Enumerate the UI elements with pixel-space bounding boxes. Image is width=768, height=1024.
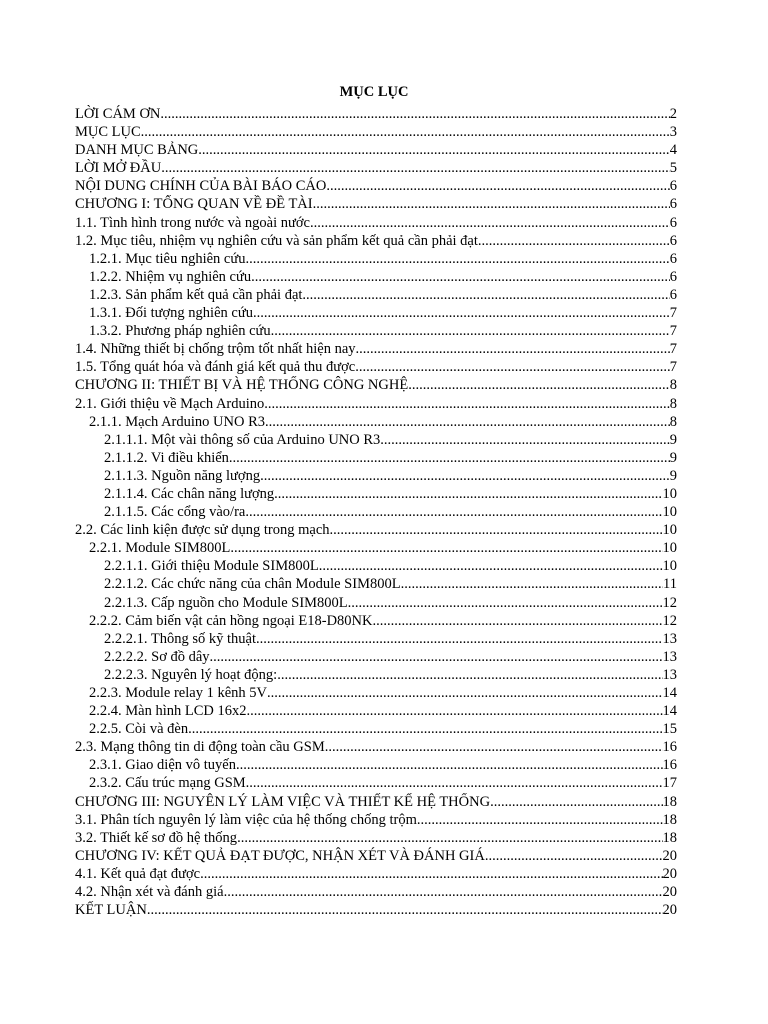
toc-entry-text: 1.3.2. Phương pháp nghiên cứu [89, 323, 271, 340]
toc-dot-leader [330, 521, 663, 539]
toc-entry-text: 4.1. Kết quả đạt được [75, 865, 201, 882]
toc-entry[interactable] [75, 829, 677, 847]
toc-page-number: 9 [669, 467, 677, 484]
toc-title: MỤC LỤC [339, 84, 409, 100]
toc-entry-text: CHƯƠNG IV: KẾT QUẢ ĐẠT ĐƯỢC, NHẬN XÉT VÀ ĐÁNH GIÁ [75, 847, 485, 864]
toc-entry-text: 1.5. Tổng quát hóa và đánh giá kết quả thu được [75, 359, 356, 376]
toc-dot-leader [200, 865, 662, 883]
toc-entry-text: 2.2.1.3. Cấp nguồn cho Module SIM800L [104, 594, 348, 611]
toc-dot-leader [253, 304, 670, 322]
toc-page-number: 12 [662, 612, 677, 629]
toc-dot-leader [265, 413, 670, 431]
toc-page-number: 3 [669, 124, 677, 141]
toc-entry[interactable] [75, 304, 677, 322]
toc-dot-leader [236, 756, 663, 774]
toc-entry[interactable] [75, 485, 677, 503]
toc-dot-leader [260, 467, 670, 485]
toc-entry[interactable] [75, 738, 677, 756]
toc-page-number: 6 [669, 286, 677, 303]
toc-entry[interactable] [75, 358, 677, 376]
toc-page-number: 5 [669, 160, 677, 177]
toc-entry-text: KẾT LUẬN [75, 902, 147, 919]
toc-entry-text: CHƯƠNG II: THIẾT BỊ VÀ HỆ THỐNG CÔNG NGHỆ [75, 377, 409, 394]
toc-entry[interactable] [75, 105, 677, 123]
toc-page-number: 8 [669, 413, 677, 430]
toc-dot-leader [256, 630, 663, 648]
toc-entry-text: 1.2.3. Sản phẩm kết quả cần phải đạt [89, 286, 303, 303]
toc-entry-text: 2.3.2. Cấu trúc mạng GSM [89, 775, 246, 792]
toc-entry[interactable] [75, 159, 677, 177]
toc-dot-leader [408, 376, 670, 394]
toc-entry-text: 2.2.5. Còi và đèn [89, 721, 189, 738]
toc-entry-text: 2.1. Giới thiệu về Mạch Arduino [75, 395, 265, 412]
toc-entry-text: 1.2.2. Nhiệm vụ nghiên cứu [89, 268, 252, 285]
toc-entry-text: 2.2.4. Màn hình LCD 16x2 [89, 703, 247, 720]
toc-entry[interactable] [75, 720, 677, 738]
toc-page-number: 13 [662, 630, 677, 647]
toc-entry[interactable] [75, 431, 677, 449]
toc-entry[interactable] [75, 503, 677, 521]
toc-page-number: 11 [663, 576, 677, 593]
toc-entry-text: 2.2.1.1. Giới thiệu Module SIM800L [104, 558, 319, 575]
toc-dot-leader [245, 503, 662, 521]
toc-entry[interactable] [75, 811, 677, 829]
toc-entry[interactable] [75, 684, 677, 702]
toc-page-number: 14 [662, 703, 677, 720]
toc-entry-text: 2.1.1.4. Các chân năng lượng [104, 485, 275, 502]
toc-entry-text: MỤC LỤC [75, 124, 141, 141]
toc-entry[interactable] [75, 901, 677, 919]
toc-entry[interactable] [75, 268, 677, 286]
toc-dot-leader [490, 793, 662, 811]
toc-entry[interactable] [75, 195, 677, 213]
toc-page-number: 7 [669, 359, 677, 376]
toc-dot-leader [246, 702, 662, 720]
toc-entry-text: 1.3.1. Đối tượng nghiên cứu [89, 305, 253, 322]
toc-page-number: 10 [662, 522, 677, 539]
toc-entry[interactable] [75, 865, 677, 883]
toc-dot-leader [326, 177, 669, 195]
toc-page-number: 7 [669, 323, 677, 340]
toc-dot-leader [188, 720, 662, 738]
toc-entry[interactable] [75, 141, 677, 159]
toc-page-number: 6 [669, 232, 677, 249]
toc-dot-leader [355, 358, 670, 376]
toc-dot-leader [373, 612, 663, 630]
toc-dot-leader [401, 575, 663, 593]
toc-dot-leader [271, 322, 670, 340]
toc-page-number: 16 [662, 739, 677, 756]
toc-dot-leader [302, 286, 669, 304]
toc-page-number: 7 [669, 305, 677, 322]
toc-entry-text: 2.1.1. Mạch Arduino UNO R3 [89, 413, 266, 430]
toc-entry[interactable] [75, 539, 677, 557]
toc-dot-leader [380, 431, 669, 449]
toc-page-number: 6 [669, 178, 677, 195]
toc-dot-leader [141, 123, 670, 141]
toc-entry-text: 3.2. Thiết kế sơ đồ hệ thống [75, 829, 238, 846]
toc-entry[interactable] [75, 232, 677, 250]
toc-dot-leader [310, 214, 670, 232]
toc-page-number: 6 [669, 214, 677, 231]
toc-entry[interactable] [75, 666, 677, 684]
toc-page-number: 20 [662, 865, 677, 882]
toc-page-number: 20 [662, 884, 677, 901]
toc-dot-leader [348, 594, 663, 612]
toc-entry[interactable] [75, 177, 677, 195]
toc-page-number: 10 [662, 504, 677, 521]
toc-page-number: 16 [662, 757, 677, 774]
toc-page-number: 15 [662, 721, 677, 738]
toc-page-number: 18 [662, 829, 677, 846]
toc-page-number: 13 [662, 648, 677, 665]
toc-dot-leader [198, 141, 669, 159]
toc-entry[interactable] [75, 774, 677, 792]
toc-entry-text: 3.1. Phân tích nguyên lý làm việc của hệ thống chống trộm [75, 811, 417, 828]
toc-dot-leader [319, 557, 663, 575]
toc-page-number: 18 [662, 811, 677, 828]
toc-page-number: 10 [662, 540, 677, 557]
toc-entry-text: 1.2. Mục tiêu, nhiệm vụ nghiên cứu và sản phẩm kết quả cần phải đạt [75, 232, 478, 249]
toc-dot-leader [356, 340, 670, 358]
toc-dot-leader [246, 774, 663, 792]
toc-entry-text: LỜI MỞ ĐẦU [75, 160, 162, 177]
toc-dot-leader [277, 666, 662, 684]
toc-dot-leader [224, 883, 663, 901]
toc-dot-leader [485, 847, 663, 865]
toc-page-number: 20 [662, 902, 677, 919]
toc-page-number: 10 [662, 485, 677, 502]
toc-entry[interactable] [75, 612, 677, 630]
toc-entry-text: 1.4. Những thiết bị chống trộm tốt nhất hiện nay [75, 341, 356, 358]
toc-dot-leader [210, 648, 663, 666]
toc-page-number: 4 [669, 142, 677, 159]
toc-entry[interactable] [75, 376, 677, 394]
toc-page-number: 10 [662, 558, 677, 575]
toc-dot-leader [230, 539, 662, 557]
toc-entry[interactable] [75, 756, 677, 774]
toc-entry[interactable] [75, 250, 677, 268]
toc-entry-text: 2.2.1.2. Các chức năng của chân Module SIM800L [104, 576, 401, 593]
toc-entry[interactable] [75, 883, 677, 901]
toc-list [75, 105, 677, 919]
toc-entry-text: 2.2.2.1. Thông số kỹ thuật [104, 630, 256, 647]
toc-entry-text: 2.1.1.2. Vi điều khiển [104, 449, 229, 466]
toc-entry[interactable] [75, 630, 677, 648]
toc-entry[interactable] [75, 793, 677, 811]
toc-entry[interactable] [75, 286, 677, 304]
toc-dot-leader [147, 901, 663, 919]
toc-page-number: 12 [662, 594, 677, 611]
toc-page-number: 2 [669, 106, 677, 122]
toc-entry-text: LỜI CÁM ƠN [75, 106, 161, 122]
toc-entry[interactable] [75, 340, 677, 358]
toc-entry-text: 2.2.1. Module SIM800L [89, 540, 231, 557]
toc-entry-text: 2.2.2. Cảm biến vật cản hồng ngoại E18-D80NK [89, 612, 373, 629]
toc-entry-text: 1.2.1. Mục tiêu nghiên cứu [89, 250, 246, 267]
toc-entry[interactable] [75, 449, 677, 467]
toc-entry[interactable] [75, 575, 677, 593]
toc-dot-leader [274, 485, 662, 503]
toc-entry-text: 1.1. Tình hình trong nước và ngoài nước [75, 214, 310, 231]
toc-page-number: 20 [662, 847, 677, 864]
toc-page-number: 6 [669, 250, 677, 267]
toc-entry-text: CHƯƠNG III: NGUYÊN LÝ LÀM VIỆC VÀ THIẾT KẾ HỆ THỐNG [75, 793, 491, 810]
toc-page-number: 7 [669, 341, 677, 358]
toc-page-number: 8 [669, 395, 677, 412]
toc-entry-text: 2.3.1. Giao diện vô tuyến [89, 757, 236, 774]
toc-entry[interactable] [75, 395, 677, 413]
toc-page-number: 9 [669, 431, 677, 448]
toc-entry-text: 2.2.2.2. Sơ đồ dây [104, 648, 210, 665]
toc-dot-leader [267, 684, 663, 702]
toc-entry[interactable] [75, 413, 677, 431]
toc-page-number: 9 [669, 449, 677, 466]
toc-dot-leader [325, 738, 663, 756]
toc-page-number: 14 [662, 685, 677, 701]
toc-entry[interactable] [75, 467, 677, 485]
toc-page-number: 6 [669, 196, 677, 213]
toc-entry[interactable] [75, 847, 677, 865]
toc-entry-text: NỘI DUNG CHÍNH CỦA BÀI BÁO CÁO [75, 178, 327, 195]
toc-entry-text: 2.2. Các linh kiện được sử dụng trong mạch [75, 522, 330, 539]
toc-entry[interactable] [75, 594, 677, 612]
toc-page-number: 8 [669, 377, 677, 394]
toc-entry[interactable] [75, 557, 677, 575]
toc-entry[interactable] [75, 702, 677, 720]
toc-dot-leader [417, 811, 663, 829]
toc-dot-leader [251, 268, 670, 286]
toc-dot-leader [161, 159, 670, 177]
toc-page-number: 6 [669, 268, 677, 285]
toc-entry-text: 2.2.3. Module relay 1 kênh 5V [89, 685, 267, 701]
toc-entry-text: 2.1.1.3. Nguồn năng lượng [104, 467, 261, 484]
toc-dot-leader [245, 250, 669, 268]
toc-entry-text: 2.3. Mạng thông tin di động toàn cầu GSM [75, 739, 325, 756]
toc-page-number: 17 [662, 775, 677, 792]
toc-page-number: 18 [662, 793, 677, 810]
toc-dot-leader [478, 232, 670, 250]
toc-page-number: 13 [662, 666, 677, 683]
toc-entry[interactable] [75, 521, 677, 539]
toc-entry-text: 4.2. Nhận xét và đánh giá [75, 884, 224, 901]
toc-entry[interactable] [75, 214, 677, 232]
toc-entry[interactable] [75, 648, 677, 666]
toc-entry[interactable] [75, 123, 677, 141]
toc-dot-leader [237, 829, 662, 847]
toc-entry-text: 2.1.1.1. Một vài thông số của Arduino UNO R3 [104, 431, 381, 448]
toc-dot-leader [264, 395, 669, 413]
toc-dot-leader [229, 449, 670, 467]
toc-entry[interactable] [75, 322, 677, 340]
toc-entry-text: CHƯƠNG I: TỔNG QUAN VỀ ĐỀ TÀI [75, 196, 313, 213]
toc-dot-leader [160, 105, 669, 123]
toc-entry-text: 2.1.1.5. Các cổng vào/ra [104, 504, 246, 521]
toc-entry-text: DANH MỤC BẢNG [75, 142, 199, 159]
toc-entry-text: 2.2.2.3. Nguyên lý hoạt động: [104, 666, 278, 683]
toc-dot-leader [313, 195, 670, 213]
